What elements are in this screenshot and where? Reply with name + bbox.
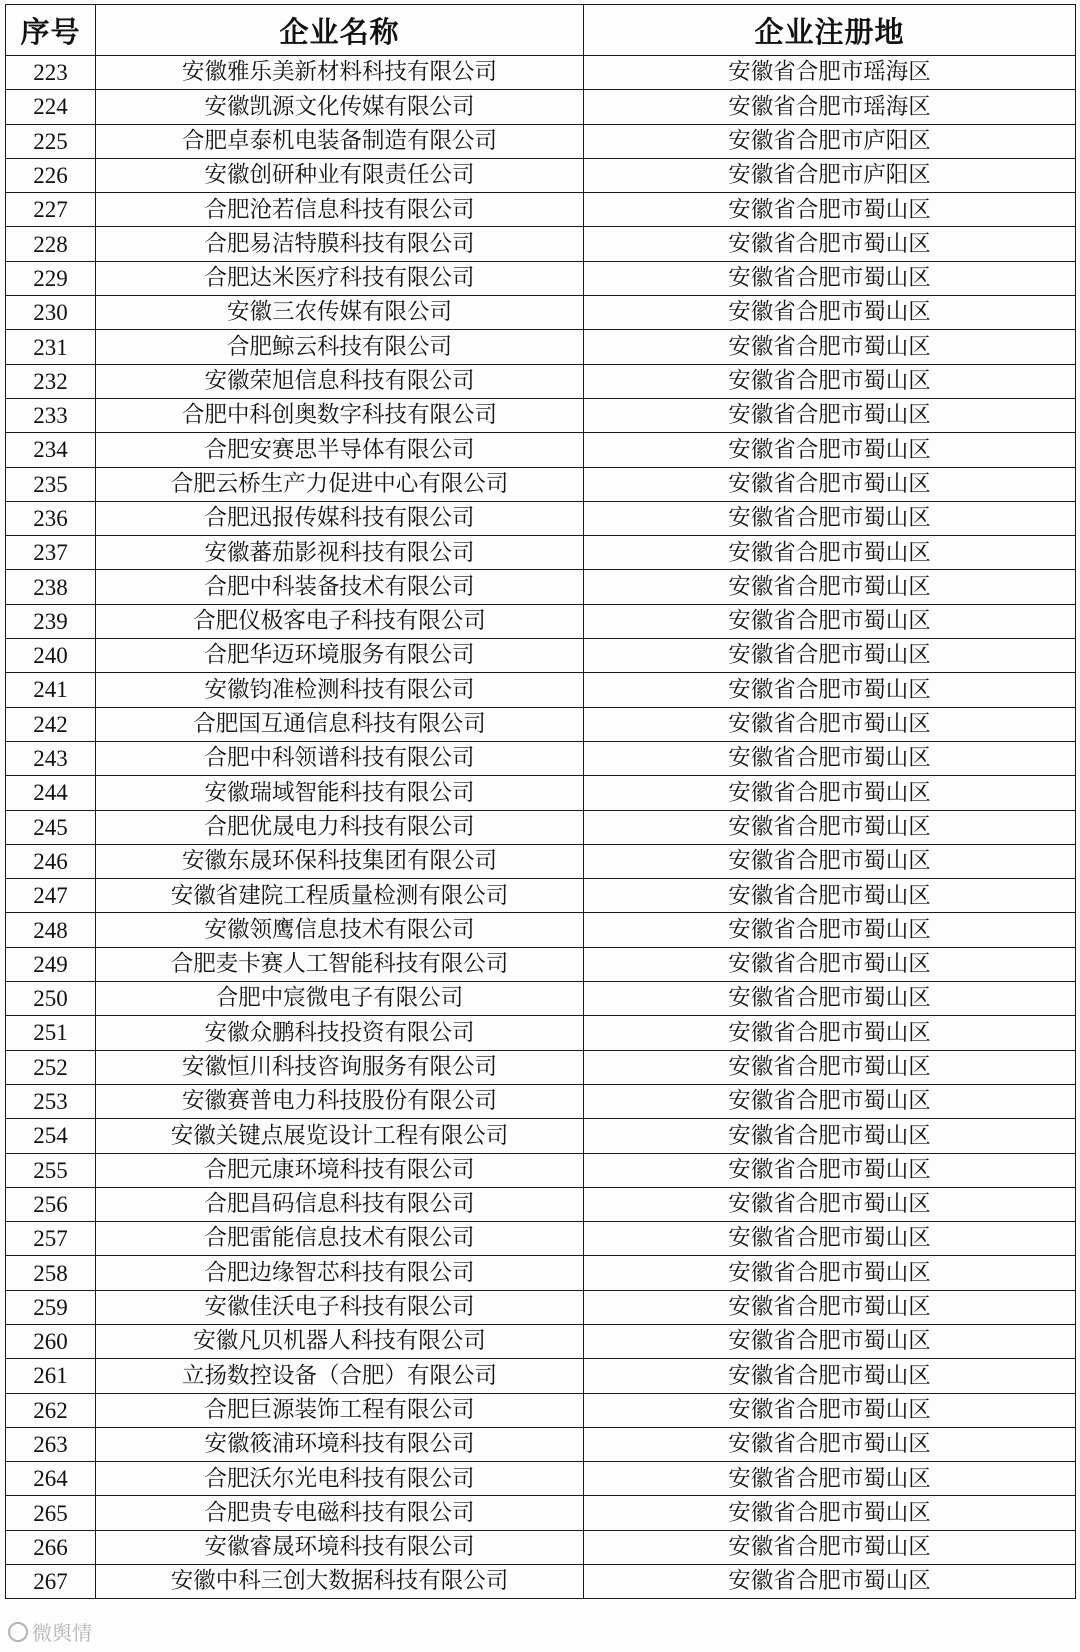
- cell-registration-location: 安徽省合肥市蜀山区: [584, 433, 1076, 467]
- watermark: [8, 1617, 92, 1646]
- header-registration-location: 企业注册地: [584, 5, 1076, 56]
- table-row: [6, 536, 1076, 570]
- table-row: [6, 227, 1076, 261]
- cell-serial-number: 250: [6, 982, 96, 1016]
- cell-serial-number: 256: [6, 1187, 96, 1221]
- cell-registration-location: 安徽省合肥市蜀山区: [584, 364, 1076, 398]
- table-row: [6, 296, 1076, 330]
- cell-company-name: 安徽关键点展览设计工程有限公司: [96, 1119, 584, 1153]
- table-row: [6, 1187, 1076, 1221]
- cell-serial-number: 239: [6, 604, 96, 638]
- cell-serial-number: 233: [6, 398, 96, 432]
- cell-company-name: 合肥迅报传媒科技有限公司: [96, 501, 584, 535]
- cell-registration-location: 安徽省合肥市蜀山区: [584, 810, 1076, 844]
- cell-company-name: 合肥中科领谱科技有限公司: [96, 741, 584, 775]
- watermark-logo-icon: [8, 1622, 28, 1642]
- cell-serial-number: 229: [6, 261, 96, 295]
- cell-company-name: 合肥麦卡赛人工智能科技有限公司: [96, 947, 584, 981]
- table-row: [6, 1256, 1076, 1290]
- table-row: [6, 673, 1076, 707]
- table-row: [6, 741, 1076, 775]
- cell-serial-number: 240: [6, 639, 96, 673]
- cell-company-name: 安徽创研种业有限责任公司: [96, 158, 584, 192]
- cell-serial-number: 248: [6, 913, 96, 947]
- cell-registration-location: 安徽省合肥市蜀山区: [584, 982, 1076, 1016]
- table-row: [6, 501, 1076, 535]
- table-row: [6, 982, 1076, 1016]
- cell-company-name: 安徽赛普电力科技股份有限公司: [96, 1084, 584, 1118]
- table-row: [6, 1462, 1076, 1496]
- cell-company-name: 立扬数控设备（合肥）有限公司: [96, 1359, 584, 1393]
- cell-registration-location: 安徽省合肥市蜀山区: [584, 844, 1076, 878]
- cell-registration-location: 安徽省合肥市蜀山区: [584, 330, 1076, 364]
- table-row: [6, 1530, 1076, 1564]
- cell-serial-number: 237: [6, 536, 96, 570]
- cell-registration-location: 安徽省合肥市蜀山区: [584, 398, 1076, 432]
- cell-company-name: 合肥贵专电磁科技有限公司: [96, 1496, 584, 1530]
- cell-serial-number: 265: [6, 1496, 96, 1530]
- cell-company-name: 合肥华迈环境服务有限公司: [96, 639, 584, 673]
- cell-company-name: 安徽凡贝机器人科技有限公司: [96, 1324, 584, 1358]
- cell-company-name: 合肥巨源装饰工程有限公司: [96, 1393, 584, 1427]
- cell-company-name: 安徽领鹰信息技术有限公司: [96, 913, 584, 947]
- cell-serial-number: 232: [6, 364, 96, 398]
- table-row: [6, 1359, 1076, 1393]
- cell-company-name: 合肥沃尔光电科技有限公司: [96, 1462, 584, 1496]
- cell-registration-location: 安徽省合肥市蜀山区: [584, 604, 1076, 638]
- cell-serial-number: 266: [6, 1530, 96, 1564]
- cell-registration-location: 安徽省合肥市蜀山区: [584, 639, 1076, 673]
- cell-company-name: 合肥元康环境科技有限公司: [96, 1153, 584, 1187]
- cell-company-name: 合肥易洁特膜科技有限公司: [96, 227, 584, 261]
- cell-serial-number: 243: [6, 741, 96, 775]
- cell-serial-number: 241: [6, 673, 96, 707]
- cell-registration-location: 安徽省合肥市蜀山区: [584, 570, 1076, 604]
- table-row: [6, 364, 1076, 398]
- cell-serial-number: 249: [6, 947, 96, 981]
- cell-serial-number: 252: [6, 1050, 96, 1084]
- table-row: [6, 433, 1076, 467]
- cell-registration-location: 安徽省合肥市蜀山区: [584, 1359, 1076, 1393]
- cell-company-name: 安徽众鹏科技投资有限公司: [96, 1016, 584, 1050]
- cell-registration-location: 安徽省合肥市蜀山区: [584, 1393, 1076, 1427]
- table-row: [6, 1324, 1076, 1358]
- table-header-row: [6, 5, 1076, 56]
- table-row: [6, 1050, 1076, 1084]
- table-row: [6, 844, 1076, 878]
- cell-company-name: 安徽雅乐美新材料科技有限公司: [96, 56, 584, 90]
- cell-serial-number: 225: [6, 124, 96, 158]
- table-row: [6, 1565, 1076, 1599]
- cell-serial-number: 259: [6, 1290, 96, 1324]
- cell-registration-location: 安徽省合肥市蜀山区: [584, 501, 1076, 535]
- table-row: [6, 261, 1076, 295]
- table-row: [6, 1427, 1076, 1461]
- table-row: [6, 90, 1076, 124]
- cell-company-name: 安徽凯源文化传媒有限公司: [96, 90, 584, 124]
- table-row: [6, 1496, 1076, 1530]
- cell-company-name: 安徽钧准检测科技有限公司: [96, 673, 584, 707]
- cell-serial-number: 238: [6, 570, 96, 604]
- cell-serial-number: 244: [6, 776, 96, 810]
- cell-company-name: 合肥卓泰机电装备制造有限公司: [96, 124, 584, 158]
- cell-registration-location: 安徽省合肥市蜀山区: [584, 707, 1076, 741]
- cell-serial-number: 254: [6, 1119, 96, 1153]
- cell-registration-location: 安徽省合肥市蜀山区: [584, 1187, 1076, 1221]
- cell-company-name: 合肥沧若信息科技有限公司: [96, 193, 584, 227]
- table-row: [6, 158, 1076, 192]
- cell-registration-location: 安徽省合肥市蜀山区: [584, 261, 1076, 295]
- cell-company-name: 安徽筱浦环境科技有限公司: [96, 1427, 584, 1461]
- cell-registration-location: 安徽省合肥市蜀山区: [584, 536, 1076, 570]
- cell-registration-location: 安徽省合肥市蜀山区: [584, 1050, 1076, 1084]
- cell-company-name: 安徽东晟环保科技集团有限公司: [96, 844, 584, 878]
- cell-registration-location: 安徽省合肥市蜀山区: [584, 776, 1076, 810]
- cell-registration-location: 安徽省合肥市蜀山区: [584, 1290, 1076, 1324]
- cell-registration-location: 安徽省合肥市蜀山区: [584, 1153, 1076, 1187]
- cell-serial-number: 261: [6, 1359, 96, 1393]
- table-row: [6, 56, 1076, 90]
- table-row: [6, 639, 1076, 673]
- table-row: [6, 124, 1076, 158]
- table-row: [6, 776, 1076, 810]
- cell-registration-location: 安徽省合肥市蜀山区: [584, 467, 1076, 501]
- cell-serial-number: 226: [6, 158, 96, 192]
- cell-company-name: 合肥鲸云科技有限公司: [96, 330, 584, 364]
- watermark-text: 微舆情: [32, 1621, 92, 1645]
- cell-company-name: 合肥昌码信息科技有限公司: [96, 1187, 584, 1221]
- cell-serial-number: 245: [6, 810, 96, 844]
- cell-registration-location: 安徽省合肥市蜀山区: [584, 947, 1076, 981]
- cell-serial-number: 263: [6, 1427, 96, 1461]
- cell-serial-number: 236: [6, 501, 96, 535]
- cell-registration-location: 安徽省合肥市蜀山区: [584, 1496, 1076, 1530]
- cell-company-name: 合肥仪极客电子科技有限公司: [96, 604, 584, 638]
- cell-registration-location: 安徽省合肥市蜀山区: [584, 1462, 1076, 1496]
- cell-registration-location: 安徽省合肥市蜀山区: [584, 1119, 1076, 1153]
- cell-registration-location: 安徽省合肥市蜀山区: [584, 1016, 1076, 1050]
- cell-registration-location: 安徽省合肥市蜀山区: [584, 1530, 1076, 1564]
- cell-registration-location: 安徽省合肥市蜀山区: [584, 913, 1076, 947]
- cell-serial-number: 255: [6, 1153, 96, 1187]
- cell-registration-location: 安徽省合肥市庐阳区: [584, 124, 1076, 158]
- cell-serial-number: 260: [6, 1324, 96, 1358]
- table-row: [6, 604, 1076, 638]
- cell-registration-location: 安徽省合肥市瑶海区: [584, 90, 1076, 124]
- cell-serial-number: 247: [6, 879, 96, 913]
- cell-serial-number: 246: [6, 844, 96, 878]
- cell-company-name: 合肥中宸微电子有限公司: [96, 982, 584, 1016]
- cell-registration-location: 安徽省合肥市蜀山区: [584, 227, 1076, 261]
- cell-serial-number: 264: [6, 1462, 96, 1496]
- cell-serial-number: 253: [6, 1084, 96, 1118]
- table-row: [6, 810, 1076, 844]
- cell-registration-location: 安徽省合肥市蜀山区: [584, 1084, 1076, 1118]
- cell-serial-number: 223: [6, 56, 96, 90]
- table-row: [6, 570, 1076, 604]
- cell-company-name: 合肥达米医疗科技有限公司: [96, 261, 584, 295]
- cell-company-name: 合肥雷能信息技术有限公司: [96, 1222, 584, 1256]
- cell-serial-number: 262: [6, 1393, 96, 1427]
- table-row: [6, 947, 1076, 981]
- cell-company-name: 合肥中科装备技术有限公司: [96, 570, 584, 604]
- cell-company-name: 安徽睿晟环境科技有限公司: [96, 1530, 584, 1564]
- cell-registration-location: 安徽省合肥市蜀山区: [584, 1256, 1076, 1290]
- enterprise-list-table: [5, 4, 1076, 1599]
- cell-company-name: 安徽恒川科技咨询服务有限公司: [96, 1050, 584, 1084]
- cell-company-name: 合肥优晟电力科技有限公司: [96, 810, 584, 844]
- table-row: [6, 1222, 1076, 1256]
- cell-serial-number: 258: [6, 1256, 96, 1290]
- cell-registration-location: 安徽省合肥市蜀山区: [584, 296, 1076, 330]
- cell-serial-number: 224: [6, 90, 96, 124]
- cell-company-name: 合肥国互通信息科技有限公司: [96, 707, 584, 741]
- cell-registration-location: 安徽省合肥市蜀山区: [584, 1324, 1076, 1358]
- cell-registration-location: 安徽省合肥市蜀山区: [584, 1427, 1076, 1461]
- table-row: [6, 1393, 1076, 1427]
- cell-registration-location: 安徽省合肥市蜀山区: [584, 741, 1076, 775]
- cell-serial-number: 234: [6, 433, 96, 467]
- cell-company-name: 安徽省建院工程质量检测有限公司: [96, 879, 584, 913]
- cell-registration-location: 安徽省合肥市蜀山区: [584, 193, 1076, 227]
- cell-company-name: 安徽中科三创大数据科技有限公司: [96, 1565, 584, 1599]
- cell-registration-location: 安徽省合肥市瑶海区: [584, 56, 1076, 90]
- cell-serial-number: 227: [6, 193, 96, 227]
- table-row: [6, 1290, 1076, 1324]
- cell-registration-location: 安徽省合肥市蜀山区: [584, 1565, 1076, 1599]
- table-row: [6, 1084, 1076, 1118]
- table-body: [6, 56, 1076, 1599]
- cell-serial-number: 267: [6, 1565, 96, 1599]
- cell-company-name: 安徽蕃茄影视科技有限公司: [96, 536, 584, 570]
- table-row: [6, 707, 1076, 741]
- cell-company-name: 合肥边缘智芯科技有限公司: [96, 1256, 584, 1290]
- table-row: [6, 398, 1076, 432]
- cell-company-name: 合肥中科创奥数字科技有限公司: [96, 398, 584, 432]
- cell-serial-number: 228: [6, 227, 96, 261]
- cell-company-name: 安徽三农传媒有限公司: [96, 296, 584, 330]
- cell-company-name: 合肥安赛思半导体有限公司: [96, 433, 584, 467]
- cell-company-name: 安徽瑞域智能科技有限公司: [96, 776, 584, 810]
- cell-registration-location: 安徽省合肥市蜀山区: [584, 879, 1076, 913]
- cell-registration-location: 安徽省合肥市蜀山区: [584, 673, 1076, 707]
- table-row: [6, 1153, 1076, 1187]
- table-row: [6, 193, 1076, 227]
- header-serial-number: 序号: [6, 5, 96, 56]
- table-row: [6, 879, 1076, 913]
- cell-serial-number: 231: [6, 330, 96, 364]
- cell-serial-number: 257: [6, 1222, 96, 1256]
- table-row: [6, 467, 1076, 501]
- cell-serial-number: 235: [6, 467, 96, 501]
- cell-company-name: 安徽佳沃电子科技有限公司: [96, 1290, 584, 1324]
- cell-company-name: 合肥云桥生产力促进中心有限公司: [96, 467, 584, 501]
- table-row: [6, 913, 1076, 947]
- cell-serial-number: 251: [6, 1016, 96, 1050]
- table-row: [6, 330, 1076, 364]
- cell-registration-location: 安徽省合肥市庐阳区: [584, 158, 1076, 192]
- cell-serial-number: 242: [6, 707, 96, 741]
- cell-company-name: 安徽荣旭信息科技有限公司: [96, 364, 584, 398]
- table-row: [6, 1119, 1076, 1153]
- cell-registration-location: 安徽省合肥市蜀山区: [584, 1222, 1076, 1256]
- table-row: [6, 1016, 1076, 1050]
- cell-serial-number: 230: [6, 296, 96, 330]
- header-company-name: 企业名称: [96, 5, 584, 56]
